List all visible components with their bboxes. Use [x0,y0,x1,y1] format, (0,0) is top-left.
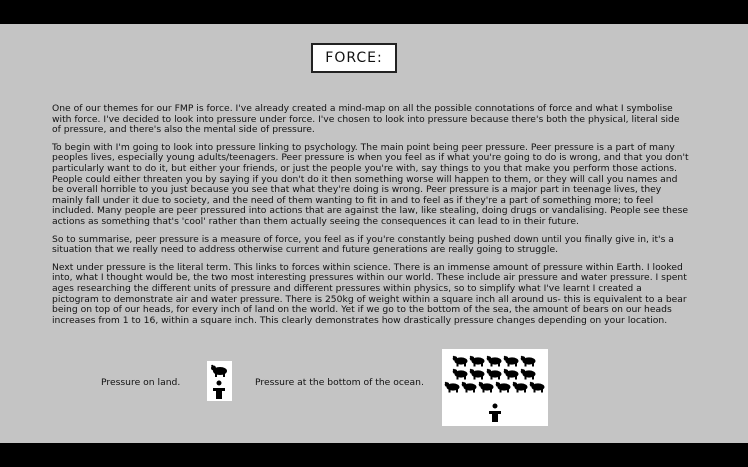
caption-ocean: Pressure at the bottom of the ocean. [255,377,424,388]
land-pictogram [207,361,232,401]
bear-icon [211,365,227,377]
bear-icon [470,356,485,367]
top-letterbox [0,0,748,24]
slide-body [52,104,690,333]
bear-icon [453,369,468,380]
bear-icon [445,382,460,393]
paragraph-intro: One of our themes for our FMP is force. I've already created a mind-map on all the possible connotations of force and what I symbolise with force. I've decided to look into pressure under force. I've chosen to look into pressure because there's both the physical, literal side of pressure, and there's also the mental side of pressure. [52,103,680,136]
bottom-letterbox [0,443,748,467]
paragraph-summary: So to summarise, peer pressure is a measure of force, you feel as if you're constantly being pushed down until you finally give in, it's a situation that we really need to address otherwise current and future generations are really going to struggle. [52,233,674,256]
person-icon [213,381,225,400]
bear-icon [470,369,485,380]
paragraph-peer-pressure: To begin with I'm going to look into pressure linking to psychology. The main point being peer pressure. Peer pressure is a part of many peoples lives, especially young adults/teenagers. Peer pressure is when you feel as if what you're going to do is wrong, and that you don't particularly want to do it, but either your friends, or just the people you're with, say things to you that make you perform those actions. People could either threaten you by saying if you don't do it then something worse will happen to them, or they will call you names and be overall horrible to you just because you see that what they're doing is wrong. Peer pressure is a major part in teenage lives, they mainly fall under it due to society, and the need of them wanting to fit in and to feel as if they're a part of something more; to feel included. Many people are peer pressured into actions that are against the law, like stealing, doing drugs or vandalising. People see these actions as something that's 'cool' rather than them actually seeing the consequences it can lead to in their future. [52,141,689,227]
bear-icon [521,369,536,380]
bear-icon [513,382,528,393]
slide-title-text: FORCE: [325,50,383,66]
bear-icon [504,356,519,367]
bear-icon [521,356,536,367]
bear-icon [453,356,468,367]
bear-icon [487,356,502,367]
bear-icon [504,369,519,380]
land-pictogram-svg [207,361,232,401]
bear-icon [462,382,477,393]
slide-title [311,43,397,73]
ocean-pictogram-svg [442,349,548,426]
bear-icon [496,382,511,393]
ocean-pictogram [442,349,548,426]
person-icon [489,404,501,423]
bear-icon [487,369,502,380]
bear-icon [530,382,545,393]
paragraph-literal-pressure: Next under pressure is the literal term. This links to forces within science. There is an immense amount of pressure within Earth. I looked into, what I thought would be, the two most interesting pressures within our world. These include air pressure and water pressure. I spent ages researching the different units of pressure and different pressures within physics, so to simplify what I've learnt I created a pictogram to demonstrate air and water pressure. There is 250kg of weight within a square inch all around us- this is equivalent to a bear being on top of our heads, for every inch of land on the world. Yet if we go to the bottom of the sea, the amount of bears on our heads increases from 1 to 16, within a square inch. This clearly demonstrates how drastically pressure changes depending on your location. [52,261,687,326]
slide [0,24,748,443]
caption-land: Pressure on land. [101,377,181,388]
bear-icon [479,382,494,393]
